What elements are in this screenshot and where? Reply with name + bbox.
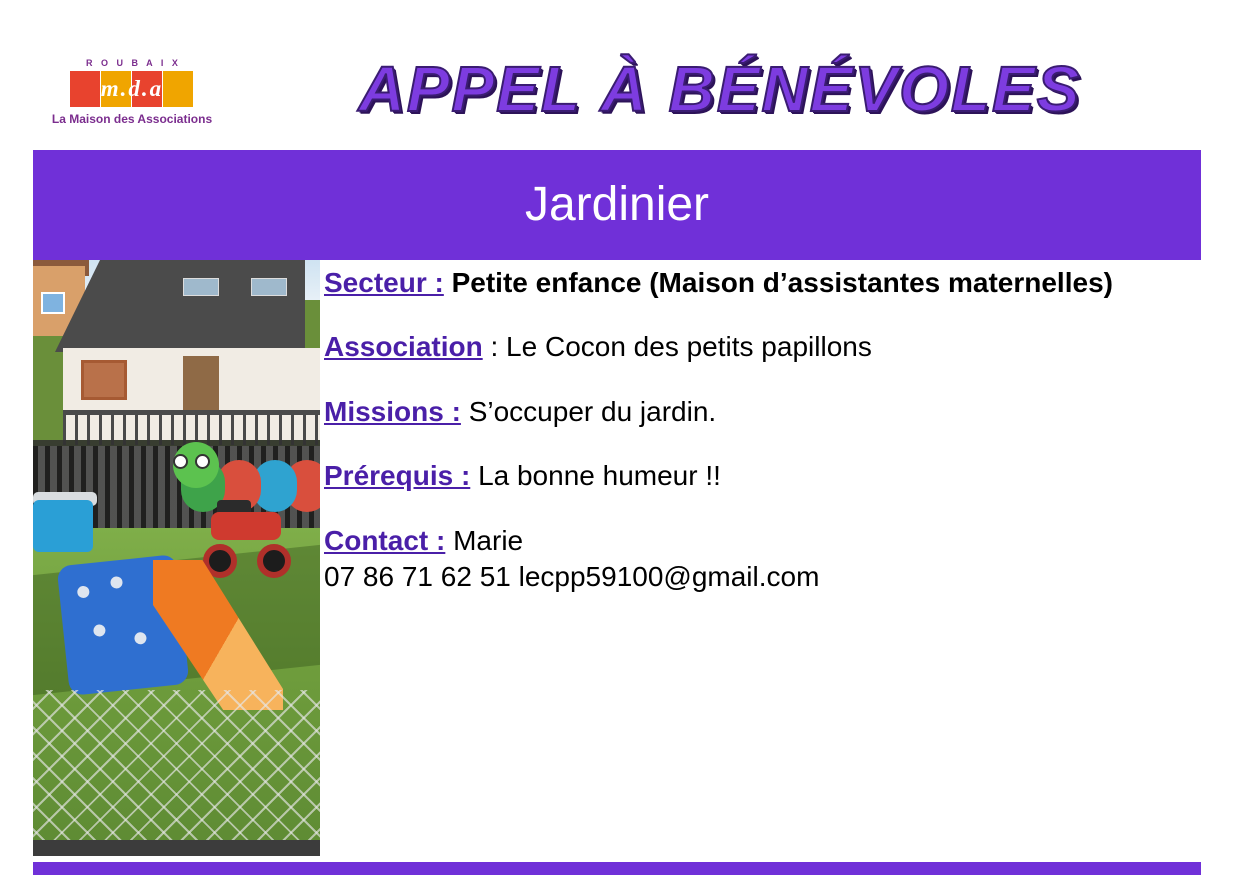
detail-contact xyxy=(324,523,1204,559)
caterpillar-eye-left xyxy=(173,454,188,469)
photo-house-window xyxy=(81,360,127,400)
role-banner xyxy=(33,150,1201,260)
tractor-wheel-right xyxy=(257,544,291,578)
slide-dot-2 xyxy=(110,576,123,589)
detail-secteur xyxy=(324,265,1204,301)
slide-dot-3 xyxy=(93,624,106,637)
association-value: : Le Cocon des petits papillons xyxy=(490,331,872,363)
caterpillar-head xyxy=(173,442,219,488)
page-header xyxy=(0,0,1237,148)
slide-dot-4 xyxy=(134,632,147,645)
photo-bottom-edge xyxy=(33,840,320,856)
detail-prerequis xyxy=(324,458,1204,494)
prerequis-value: La bonne humeur !! xyxy=(478,460,721,492)
prerequis-label: Prérequis : xyxy=(324,460,471,492)
photo-neighbour-window xyxy=(41,292,65,314)
photo-chainlink-mesh xyxy=(33,690,320,856)
photo-cooler-box xyxy=(33,500,93,552)
logo-organisation-name: La Maison des Associations xyxy=(51,112,213,126)
secteur-label: Secteur : xyxy=(324,267,444,298)
photo-house-door xyxy=(183,356,219,410)
contact-label: Contact : xyxy=(324,524,446,556)
caterpillar-eye-right xyxy=(195,454,210,469)
role-title: Jardinier xyxy=(524,178,710,231)
page-title: APPEL À BÉNÉVOLES xyxy=(358,53,1082,125)
secteur-value: Petite enfance (Maison d’assistantes maternelles) xyxy=(451,267,1113,298)
detail-missions xyxy=(324,394,1204,430)
missions-label: Missions : xyxy=(324,395,461,427)
slide-dot-1 xyxy=(77,585,90,598)
tractor-body xyxy=(211,512,281,540)
footer-bar xyxy=(33,862,1201,875)
garden-photo xyxy=(33,260,320,856)
photo-roof-window-1 xyxy=(183,278,219,296)
photo-roof-window-2 xyxy=(251,278,287,296)
missions-value: S’occuper du jardin. xyxy=(468,395,717,427)
logo-mark-text: m.d.a xyxy=(100,76,164,101)
detail-association xyxy=(324,329,1204,365)
association-label: Association xyxy=(324,331,483,363)
offer-details xyxy=(324,265,1204,595)
contact-value: Marie xyxy=(453,524,524,556)
logo-roubaix-text: R O U B A I X xyxy=(86,58,181,68)
mda-logo xyxy=(48,58,216,136)
photo-ride-on-tractor xyxy=(201,500,297,578)
contact-phone-email: 07 86 71 62 51 lecpp59100@gmail.com xyxy=(324,560,820,592)
